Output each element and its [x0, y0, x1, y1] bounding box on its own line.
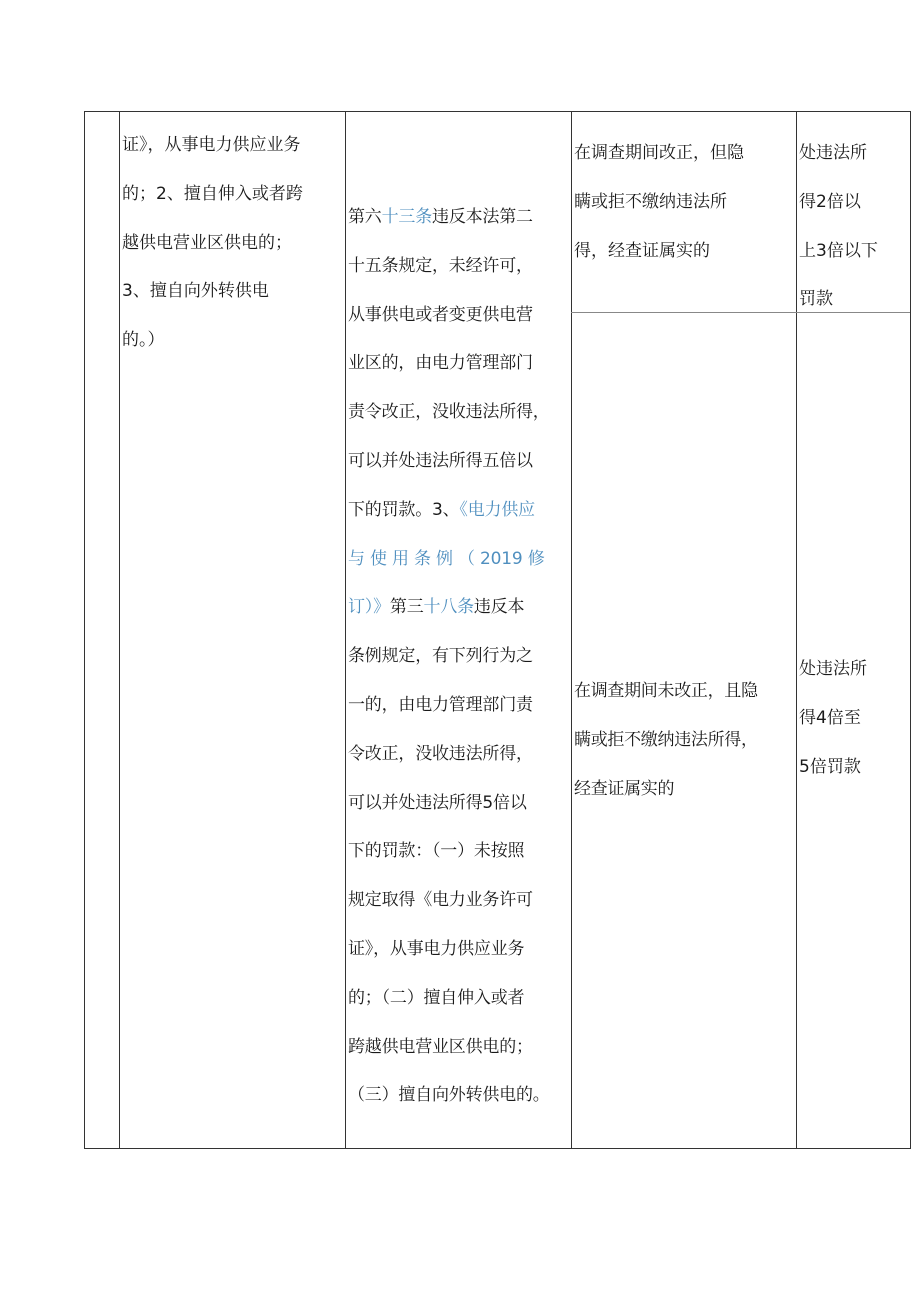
text-line: 3、擅自向外转供电: [122, 281, 269, 302]
text-line: [348, 827, 550, 876]
text-line: 得，经查证属实的: [574, 240, 710, 261]
text-line: 越供电营业区供电的；: [122, 232, 292, 253]
text-line: 5倍罚款: [799, 756, 861, 777]
text-line: 上3倍以下: [799, 240, 878, 261]
text-line: [348, 437, 550, 486]
text-line: [348, 339, 550, 388]
text-line: 经查证属实的: [574, 778, 675, 799]
text-segment: 规定取得《电力业务许可: [348, 890, 533, 911]
text-line: 瞒或拒不缴纳违法所得，: [574, 729, 758, 750]
penalty-cell-1: [799, 129, 878, 324]
text-segment: 可以并处违法所得五倍以: [348, 450, 533, 471]
text-line: [348, 730, 550, 779]
column-divider: [345, 112, 346, 1148]
text-segment: 下的罚款：（一）未按照: [348, 841, 525, 862]
text-line: 得4倍至: [799, 707, 861, 728]
text-line: 证》，从事电力供应业务: [122, 135, 301, 155]
text-segment: 条例规定，有下列行为之: [348, 646, 533, 667]
text-segment: 业区的，由电力管理部门: [348, 353, 533, 374]
linked-text: 与 使 用 条 例 （ 2019 修: [348, 548, 545, 569]
text-line: [348, 974, 550, 1023]
text-line: 的。）: [122, 330, 165, 351]
text-segment: 违反本法第二: [432, 207, 533, 227]
column-divider: [119, 112, 120, 1148]
text-segment: （三）擅自向外转供电的。: [348, 1085, 550, 1106]
text-line: [348, 681, 550, 730]
text-segment: 违反本: [473, 597, 525, 618]
text-line: 处违法所: [799, 659, 867, 679]
text-line: [348, 779, 550, 828]
text-line: [348, 925, 550, 974]
penalty-cell-2: [799, 645, 867, 791]
text-line: [348, 583, 550, 632]
text-line: 瞒或拒不缴纳违法所: [574, 191, 727, 212]
legal-basis-cell: [348, 193, 550, 1120]
text-line: [348, 486, 550, 535]
text-segment: 可以并处违法所得5倍以: [348, 792, 527, 813]
column-divider: [796, 112, 797, 1148]
text-segment: 的；（二）擅自伸入或者: [348, 987, 525, 1008]
text-line: 得2倍以: [799, 191, 861, 212]
text-segment: 下的罚款。3、: [348, 499, 460, 520]
text-segment: 跨越供电营业区供电的；: [348, 1036, 533, 1057]
circumstance-cell-1: [574, 129, 744, 275]
penalty-table: [84, 111, 911, 1149]
linked-text: 《电力供应: [459, 499, 535, 520]
circumstance-cell-2: [574, 667, 758, 813]
text-segment: 一的，由电力管理部门责: [348, 694, 533, 715]
linked-text: 十三条: [381, 207, 433, 227]
text-segment: 第三: [389, 597, 424, 618]
linked-text: 十八条: [423, 597, 474, 618]
text-line: 在调查期间改正，但隐: [574, 143, 744, 163]
text-segment: 证》，从事电力供应业务: [348, 938, 525, 959]
text-segment: 从事供电或者变更供电营: [348, 304, 533, 325]
column-divider: [910, 112, 911, 1148]
text-line: [348, 291, 550, 340]
text-line: [348, 876, 550, 925]
text-line: 罚款: [799, 289, 833, 310]
text-line: [348, 1023, 550, 1072]
text-line: [348, 632, 550, 681]
text-line: [348, 388, 550, 437]
text-segment: 责令改正，没收违法所得，: [348, 402, 550, 423]
violation-cell: [122, 121, 303, 365]
text-line: 的；2、擅自伸入或者跨: [122, 183, 303, 204]
text-line: 在调查期间未改正，且隐: [574, 681, 758, 701]
text-line: [348, 1071, 550, 1120]
text-line: 处违法所: [799, 143, 867, 163]
text-line: [348, 193, 550, 242]
text-line: [348, 535, 550, 584]
text-segment: 第六: [348, 207, 382, 227]
text-segment: 十五条规定，未经许可，: [348, 255, 533, 276]
column-divider: [84, 112, 85, 1148]
column-divider: [571, 112, 572, 1148]
text-segment: 令改正，没收违法所得，: [348, 743, 533, 764]
text-line: [348, 242, 550, 291]
linked-text: 订）》: [348, 597, 390, 618]
